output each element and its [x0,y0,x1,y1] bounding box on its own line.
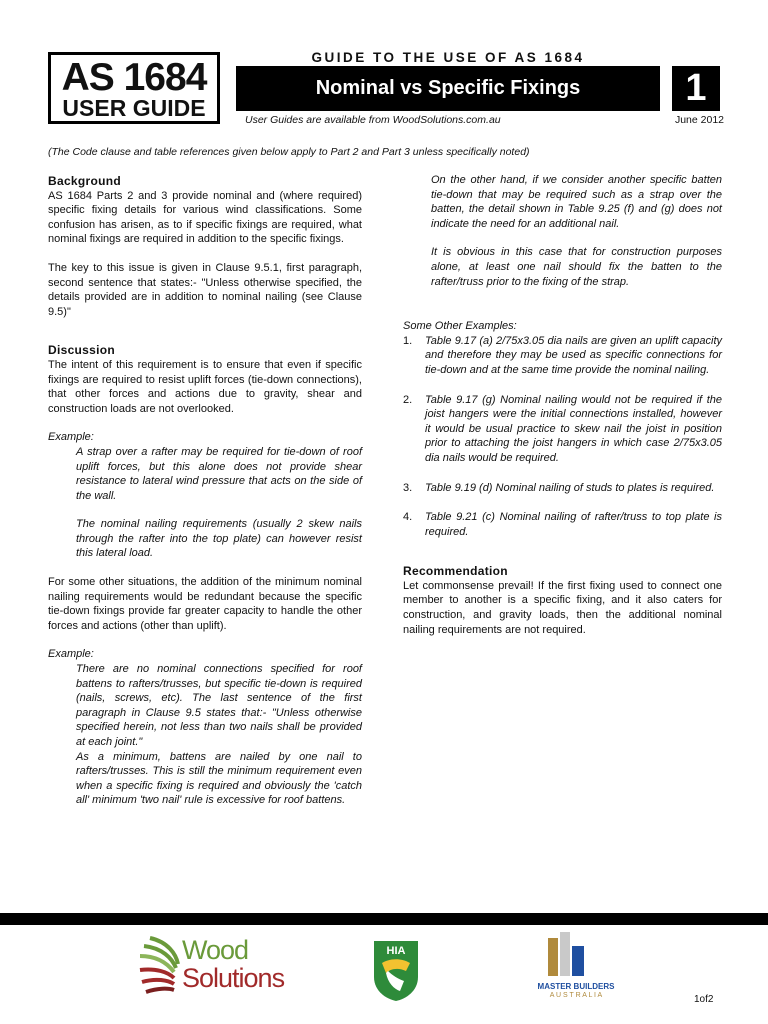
list-item: 3. Table 9.19 (d) Nominal nailing of studs to plates is required. [403,481,715,494]
discussion-heading: Discussion [48,343,116,358]
example-2-paragraph-1: There are no nominal connections specified for roof battens to rafters/trusses, but specific tie-down is required (nails, screws, etc). The last sentence of the first paragraph in Clause 9.5 states that:- "Unless otherwise specified herein, not less than two nails shall be provided at each joint." [76,663,362,748]
example-1-paragraph-1: A strap over a rafter may be required for tie-down of roof uplift forces, but this alone does not provide shear resistance to lateral wind pressure that acts on the side of the wall. [76,445,362,502]
solutions-word: Solutions [182,963,285,993]
right-paragraph-1: On the other hand, if we consider another specific batten tie-down that may be required such as a strap over the batten, the detail shown in Table 9.25 (f) and (g) does not indicate the need for an additional nail. [431,174,722,230]
master-builders-logo [530,932,630,1002]
left-column [48,174,362,808]
wood-word: Wood [182,935,249,965]
footer-bar [0,913,768,925]
master-builders-mark-icon [544,932,588,978]
examples-list [403,334,722,540]
logo-line2: USER GUIDE [62,95,206,121]
other-situations-paragraph: For some other situations, the addition of the minimum nominal nailing requirements would be redundant because the specific tie-down fixings provide far greater capacity to handle the other forces and actions (other than uplift). [48,576,362,632]
reference-note: (The Code clause and table references given below apply to Part 2 and Part 3 unless specifically noted) [48,146,530,158]
example-2-paragraph-2: As a minimum, battens are nailed by one nail to rafters/trusses. This is still the minimum requirement even when a specific fixing is required and obviously the 'catch all' minimum 'two nail' rule is excessive for roof battens. [76,750,362,807]
discussion-paragraph: The intent of this requirement is to ensure that even if specific fixings are required to resist uplift forces (tie-down connections), that other forces and actions due to gravity, shear and construction loads are not overlooked. [48,358,362,415]
right-paragraph-2: It is obvious in this case that for construction purposes alone, at least one nail should fix the batten to the rafter/truss prior to the fixing of the strap. [431,246,722,288]
recommendation-paragraph: Let commonsense prevail! If the first fixing used to connect one member to another is a specific fixing, and it also caters for construction, and gravity loads, then the additional nominal nailing requirements are not required. [403,579,722,636]
woodsolutions-logo [138,932,298,1002]
hia-logo [370,937,422,1003]
example-label-1: Example: [48,431,94,444]
mba-line1: MASTER BUILDERS [537,982,615,991]
mba-line2: A U S T R A L I A [549,992,603,999]
right-column [403,173,722,637]
recommendation-heading: Recommendation [403,564,508,579]
availability-note: User Guides are available from WoodSolutions.com.au [245,114,501,126]
examples-heading: Some Other Examples: [403,320,517,333]
page-number: 1of2 [694,994,714,1005]
list-item: 1. Table 9.17 (a) 2/75x3.05 dia nails are given an uplift capacity and therefore they may be used as specific connections for tie-down and at the same time provide the nominal nailing. [403,334,722,376]
background-paragraph-2: The key to this issue is given in Clause 9.5.1, first paragraph, second sentence that states:- "Unless otherwise specified, the details provided are in addition to nominal nailing (see Clause 9.5)" [48,261,362,318]
example-1-paragraph-2: The nominal nailing requirements (usually 2 skew nails through the rafter into the top plate) can however resist this lateral load. [76,518,362,560]
logo-line1: AS 1684 [61,56,207,99]
list-item: 2. Table 9.17 (g) Nominal nailing would not be required if the joist hangers were the initial connections installed, however it would be usual practice to skew nail the joist in position prior to attaching the joist hangers in which case 2/75x3.05 dia nails would be required. [403,393,722,464]
background-paragraph-1: AS 1684 Parts 2 and 3 provide nominal and (where required) specific fixing details for various wind classifications. Some confusion has arisen, as to if specific fixings are required, what nominal fixings are required in addition to the specific fixings. [48,189,362,246]
guide-title: GUIDE TO THE USE OF AS 1684 [311,50,585,65]
list-item: 4. Table 9.21 (c) Nominal nailing of rafter/truss to top plate is required. [403,511,722,538]
woodsolutions-mark-icon [138,934,182,998]
publish-date: June 2012 [674,114,724,126]
example-label-2: Example: [48,648,94,661]
background-heading: Background [48,174,122,188]
as1684-logo [48,52,220,124]
hia-text: HIA [386,945,406,957]
guide-number: 1 [672,66,720,111]
page-title: Nominal vs Specific Fixings [236,66,660,111]
